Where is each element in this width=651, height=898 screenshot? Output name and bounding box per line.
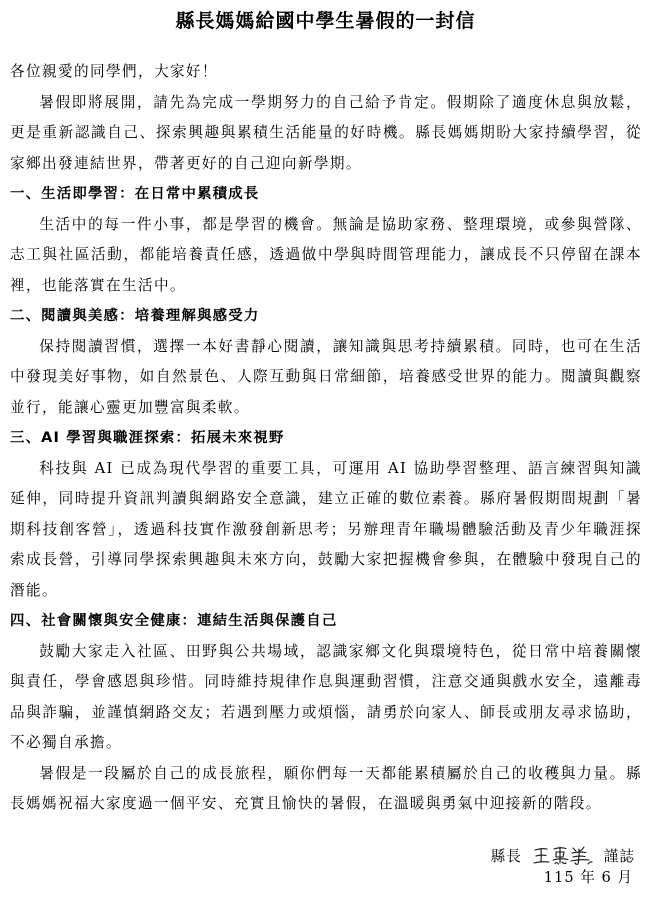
greeting: 各位親愛的同學們，大家好！ (10, 63, 218, 80)
signature-sign-off: 謹誌 (603, 847, 635, 865)
section-heading-3: 三、AI 學習與職涯探索：拓展未來視野 (10, 430, 285, 446)
section-body-2: 保持閱讀習慣，選擇一本好書靜心閱讀，讓知識與思考持續累積。同時，也可在生活中發現美好事物，如自然景色、人際互動與日常細節，培養感受世界的能力。閱讀與觀察並行，能讓心靈更加豐富與柔軟。 (10, 337, 642, 416)
letter-date: 115 年 6 月 (543, 869, 633, 886)
letter-title: 縣長媽媽給國中學生暑假的一封信 (175, 10, 476, 32)
section-heading-4: 四、社會關懷與安全健康：連結生活與保護自己 (10, 613, 338, 629)
section-heading-1: 一、生活即學習：在日常中累積成長 (10, 186, 260, 202)
letter-content (10, 57, 642, 820)
section-heading-2: 二、閱讀與美感：培養理解與感受力 (10, 308, 260, 324)
signature-title: 縣長 (490, 847, 522, 865)
section-body-4: 鼓勵大家走入社區、田野與公共場域，認識家鄉文化與環境特色，從日常中培養關懷與責任，學會感恩與珍惜。同時維持規律作息與運動習慣，注意交通與戲水安全，遠離毒品與詐騙，並謹慎網路交友；若遇到壓力或煩惱，請勇於向家人、師長或朋友尋求協助，不必獨自承擔。 (10, 642, 642, 751)
section-body-3: 科技與 AI 已成為現代學習的重要工具，可運用 AI 協助學習整理、語言練習與知識延伸，同時提升資訊判讀與網路安全意識，建立正確的數位素養。縣府暑假期間規劃「暑期科技創客營」，透過科技實作激發創新思考；另辦理青年職場體驗活動及青少年職涯探索成長營，引導同學探索興趣與未來方向，鼓勵大家把握機會參與，在體驗中發現自己的潛能。 (10, 459, 642, 599)
closing-paragraph: 暑假是一段屬於自己的成長旅程，願你們每一天都能累積屬於自己的收穫與力量。縣長媽媽祝福大家度過一個平安、充實且愉快的暑假，在溫暖與勇氣中迎接新的階段。 (10, 764, 642, 812)
signature-line (491, 843, 635, 867)
intro-paragraph: 暑假即將展開，請先為完成一學期努力的自己給予肯定。假期除了適度休息與放鬆，更是重新認識自己、探索興趣與累積生活能量的好時機。縣長媽媽期盼大家持續學習，從家鄉出發連結世界，帶著更好的自己迎向新學期。 (10, 93, 642, 172)
handwritten-signature (532, 844, 594, 866)
section-body-1: 生活中的每一件小事，都是學習的機會。無論是協助家務、整理環境，或參與營隊、志工與社區活動，都能培養責任感，透過做中學與時間管理能力，讓成長不只停留在課本裡，也能落實在生活中。 (10, 215, 642, 294)
